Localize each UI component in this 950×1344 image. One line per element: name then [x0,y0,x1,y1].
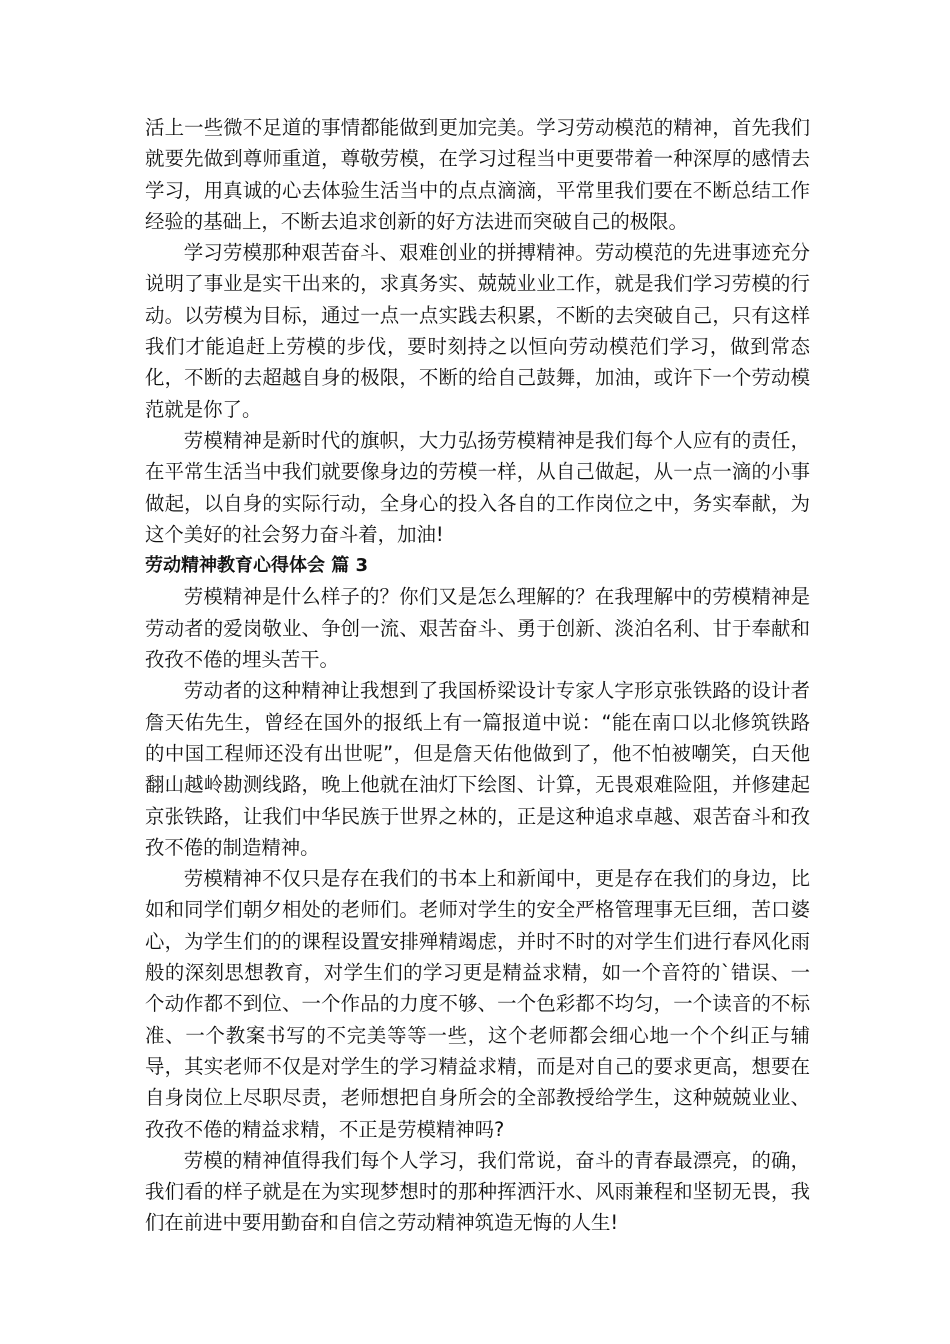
paragraph: 劳模精神是什么样子的？你们又是怎么理解的？在我理解中的劳模精神是劳动者的爱岗敬业、争创一流、艰苦奋斗、勇于创新、淡泊名利、甘于奉献和孜孜不倦的埋头苦干。 [145,585,810,672]
document-page [145,112,810,1239]
paragraph: 劳模精神是新时代的旗帜，大力弘扬劳模精神是我们每个人应有的责任，在平常生活当中我们就要像身边的劳模一样，从自己做起，从一点一滴的小事做起，以自身的实际行动，全身心的投入各自的工作岗位之中，务实奉献，为这个美好的社会努力奋斗着，加油! [145,428,810,546]
paragraph: 劳模的精神值得我们每个人学习，我们常说，奋斗的青春最漂亮，的确，我们看的样子就是在为实现梦想时的那种挥洒汗水、风雨兼程和坚韧无畏，我们在前进中要用勤奋和自信之劳动精神筑造无悔的人生! [145,1148,810,1235]
paragraph: 劳模精神不仅只是存在我们的书本上和新闻中，更是存在我们的身边，比如和同学们朝夕相处的老师们。老师对学生的安全严格管理事无巨细，苦口婆心，为学生们的的课程设置安排殚精竭虑，并时不时的对学生们进行春风化雨般的深刻思想教育，对学生们的学习更是精益求精，如一个音符的`错误、一个动作都不到位、一个作品的力度不够、一个色彩都不均匀，一个读音的不标准、一个教案书写的不完美等等一些，这个老师都会细心地一个个纠正与辅导，其实老师不仅是对学生的学习精益求精，而是对自己的要求更高，想要在自身岗位上尽职尽责，老师想把自身所会的全部教授给学生，这种兢兢业业、孜孜不倦的精益求精，不正是劳模精神吗? [145,867,810,1141]
section-heading: 劳动精神教育心得体会 篇 3 [145,555,369,577]
paragraph: 学习劳模那种艰苦奋斗、艰难创业的拼搏精神。劳动模范的先进事迹充分说明了事业是实干出来的，求真务实、兢兢业业工作，就是我们学习劳模的行动。以劳模为目标，通过一点一点实践去积累，不断的去突破自己，只有这样我们才能追赶上劳模的步伐，要时刻持之以恒向劳动模范们学习，做到常态化，不断的去超越自身的极限，不断的给自己鼓舞，加油，或许下一个劳动模范就是你了。 [145,241,810,421]
paragraph-continued: 活上一些微不足道的事情都能做到更加完美。学习劳动模范的精神，首先我们就要先做到尊师重道，尊敬劳模，在学习过程当中更要带着一种深厚的感情去学习，用真诚的心去体验生活当中的点点滴滴，平常里我们要在不断总结工作经验的基础上，不断去追求创新的好方法进而突破自己的极限。 [145,116,810,233]
paragraph: 劳动者的这种精神让我想到了我国桥梁设计专家人字形京张铁路的设计者詹天佑先生，曾经在国外的报纸上有一篇报道中说：“能在南口以北修筑铁路的中国工程师还没有出世呢”，但是詹天佑他做到了，他不怕被嘲笑，白天他翻山越岭勘测线路，晚上他就在油灯下绘图、计算，无畏艰难险阻，并修建起京张铁路，让我们中华民族于世界之林的，正是这种追求卓越、艰苦奋斗和孜孜不倦的制造精神。 [145,679,810,859]
